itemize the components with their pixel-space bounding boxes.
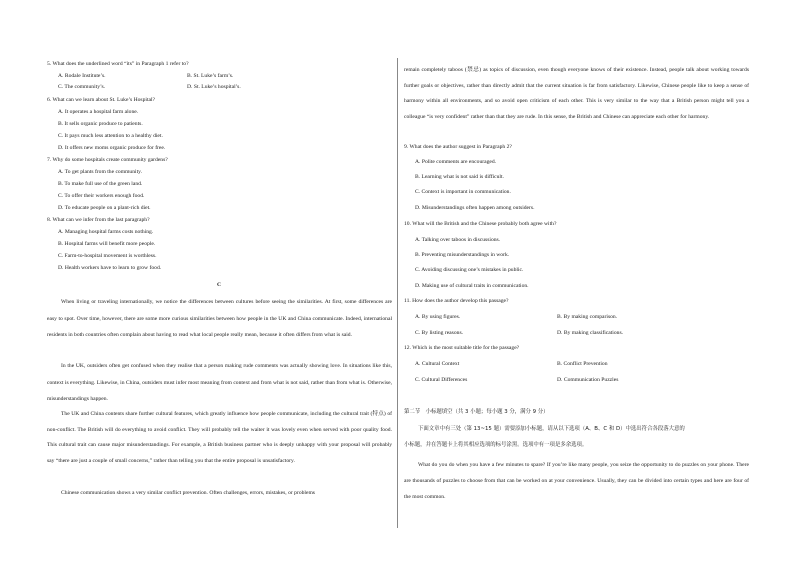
option: C. Avoiding discussing one’s mistakes in public.: [415, 267, 524, 273]
option: D. To educate people on a plant-rich diet.: [58, 205, 151, 211]
option: B. To make full use of the green land.: [58, 181, 143, 187]
option: D. Health workers have to learn to grow food.: [58, 265, 162, 271]
option: B. By making comparison.: [557, 314, 618, 320]
option: A. To get plants from the community.: [58, 169, 142, 175]
option: C. By listing reasons.: [415, 330, 464, 336]
option: D. Communication Puzzles: [557, 377, 619, 383]
option: C. The community’s.: [58, 84, 106, 90]
option: A. By using figures.: [415, 314, 461, 320]
option: C. Farm-to-hospital movement is worthless.: [58, 253, 157, 259]
option: C. It pays much less attention to a healthy diet.: [58, 133, 163, 139]
question-8: 8. What can we infer from the last paragraph?: [47, 217, 150, 223]
option: D. By making classifications.: [557, 330, 624, 336]
option: D. Making use of cultural traits in communication.: [415, 283, 529, 289]
option: A. It operates a hospital farm alone.: [58, 109, 139, 115]
option: B. St. Luke’s farm’s.: [187, 73, 234, 79]
question-11: 11. How does the author develop this passage?: [404, 298, 509, 304]
option: B. It sells organic produce to patients.: [58, 121, 143, 127]
option: D. St. Luke’s hospital’s.: [187, 84, 241, 90]
question-7: 7. Why do some hospitals create community gardens?: [47, 157, 168, 163]
option: C. Context is important in communication.: [415, 189, 511, 195]
question-10: 10. What will the British and the Chinese probably both agree with?: [404, 221, 557, 227]
section-instructions: 小标题，并在答题卡上将其相应选项的标号涂黑。选项中有一项是多余选项。: [404, 442, 588, 448]
column-divider: [397, 58, 398, 528]
passage-letter: C: [217, 282, 222, 288]
passage-paragraph: Chinese communication shows a very similar conflict prevention. Often challenges, errors, mistakes, or problems: [61, 490, 315, 496]
option: A. Rodale Institute’s.: [58, 73, 106, 79]
option: D. Misunderstandings often happen among outsiders.: [415, 205, 535, 211]
section-heading: 第二节 小标题填空（共 3 小题；每小题 3 分，满分 9 分）: [404, 409, 549, 415]
passage-paragraph: The UK and China contents share further cultural features, which greatly influence how people communicate, including the cultural trait (特点) of non-conflict. The British will do everything to avoid conflict. They will probably tell the waiter it was lovely even when served with poor quality food. This cultural trait can cause major misunderstandings. For example, a British business partner who is deeply unhappy with your proposal will probably say “there are just a couple of small concerns,” rather than telling you that the entire proposal is unsatisfactory.: [47, 411, 392, 464]
section-instructions: 下面文章中有三处（第 13~15 题）需要添加小标题，请从以下选项（A、B、C 和 D）中选出符合各段落大意的: [418, 426, 685, 432]
question-5: 5. What does the underlined word “its” in Paragraph 1 refer to?: [47, 61, 189, 67]
option: A. Polite comments are encouraged.: [415, 159, 497, 165]
option: B. Learning what is not said is difficult.: [415, 174, 504, 180]
option: A. Managing hospital farms costs nothing.: [58, 229, 154, 235]
option: B. Hospital farms will benefit more people.: [58, 241, 156, 247]
passage-paragraph: In the UK, outsiders often get confused when they realise that a person making rude comments was actually showing love. In situations like this, context is everything. Likewise, in China, outsiders must infer most meaning from context and from what is not said, rather than from what is. Otherwise, misunderstandings happen.: [47, 363, 392, 402]
option: A. Talking over taboos in discussions.: [415, 237, 501, 243]
passage-paragraph: When living or traveling internationally, we notice the differences between cultures before seeing the similarities. At first, some differences are easy to spot. Over time, however, there are some more curious similarities between how people in the UK and China communicate. Indeed, international residents in both countries often complain about having to read what local people really mean, because it often differs from what is said.: [47, 299, 392, 338]
passage-paragraph: What do you do when you have a few minutes to spare? If you’re like many people, you seize the opportunity to do puzzles on your phone. There are thousands of puzzles to choose from that can be worked on at your convenience. Usually, they can be divided into certain types and here are four of the most common.: [404, 462, 749, 500]
question-9: 9. What does the author suggest in Paragraph 2?: [404, 144, 512, 150]
question-12: 12. Which is the most suitable title for the passage?: [404, 345, 520, 351]
question-6: 6. What can we learn about St. Luke’s Hospital?: [47, 97, 156, 103]
option: B. Preventing misunderstandings in work.: [415, 252, 510, 258]
option: C. To offer their workers enough food.: [58, 193, 145, 199]
option: D. It offers new moms organic produce for free.: [58, 145, 166, 151]
option: A. Cultural Context: [415, 361, 460, 367]
passage-paragraph: remain completely taboos (禁忌) as topics of discussion, even though everyone knows of their existence. Instead, people talk about working towards further goals or objectives, rather than directly admit that the current situation is far from satisfactory. Likewise, Chinese people like to keep a sense of harmony within all environments, and so avoid open criticism of each other. This is very similar to the way that a British person might tell you a colleague “is very confident” rather than that they are rude. In this sense, the British and Chinese can appreciate each other for harmony.: [404, 67, 749, 121]
option: B. Conflict Prevention: [557, 361, 608, 367]
option: C. Cultural Differences: [415, 377, 468, 383]
